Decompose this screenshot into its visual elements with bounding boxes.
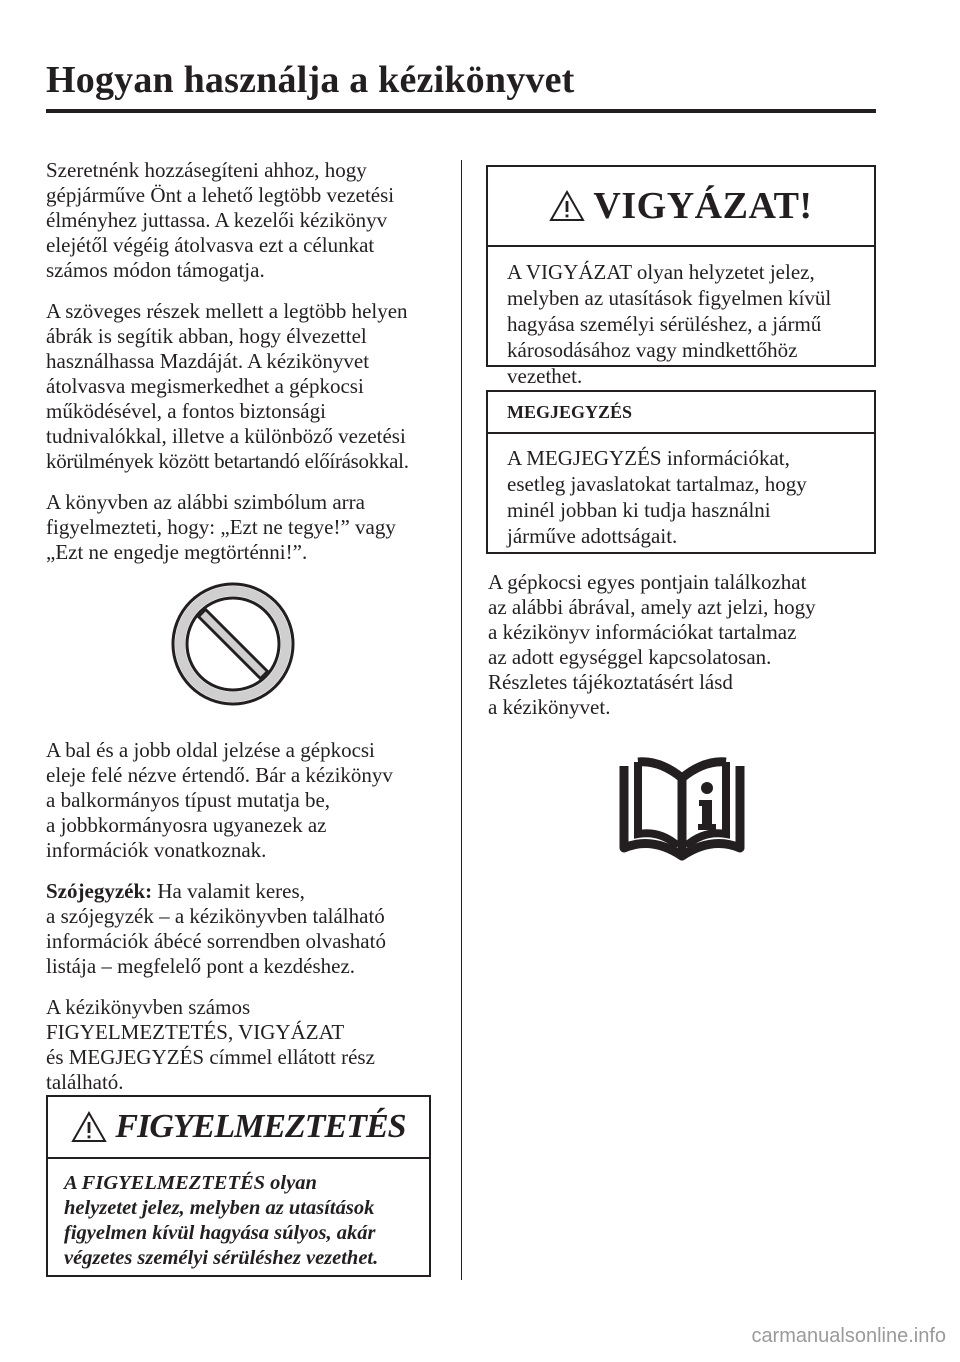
sections-paragraph <box>46 995 446 1095</box>
right-column <box>488 570 868 736</box>
text-line: található. <box>46 1070 124 1094</box>
warning-title: FIGYELMEZTETÉS <box>115 1108 406 1145</box>
text-fragment: Ha valamit keres, <box>152 879 305 903</box>
sides-paragraph <box>46 738 446 863</box>
caution-title: VIGYÁZAT! <box>593 185 813 227</box>
text-line: FIGYELMEZTETÉS, VIGYÁZAT <box>46 1020 345 1044</box>
warning-box <box>46 1095 431 1277</box>
text-line: működésével, a fontos biztonsági <box>46 399 326 423</box>
prohibited-symbol-icon <box>167 578 299 710</box>
text-line: A kézikönyvben számos <box>46 995 251 1019</box>
caution-body <box>488 247 874 389</box>
text-line: információk vonatkoznak. <box>46 838 267 862</box>
text-line: a kézikönyvet. <box>488 695 611 719</box>
text-line: az alábbi ábrával, amely azt jelzi, hogy <box>488 595 816 619</box>
text-line: körülmények között betartandó előírásokkal. <box>46 449 409 473</box>
text-line: A VIGYÁZAT olyan helyzetet jelez, <box>507 260 815 284</box>
text-line: átolvasva megismerkedhet a gépkocsi <box>46 374 364 398</box>
note-title: MEGJEGYZÉS <box>507 401 633 422</box>
text-line: járműve adottságait. <box>507 524 678 548</box>
text-line: melyben az utasítások figyelmen kívül <box>507 286 832 310</box>
text-line <box>46 879 446 904</box>
caution-box <box>486 165 876 388</box>
glossary-label: Szójegyzék: <box>46 879 153 903</box>
note-body <box>488 434 874 549</box>
text-line: A könyvben az alábbi szimbólum arra <box>46 490 365 514</box>
text-line: figyelmen kívül hagyása súlyos, akár <box>64 1222 376 1244</box>
text-line: ábrák is segítik abban, hogy élvezettel <box>46 324 367 348</box>
text-line: A szöveges részek mellett a legtöbb helyen <box>46 299 408 323</box>
text-line: élményhez juttassa. A kezelői kézikönyv <box>46 208 388 232</box>
text-line: a jobbkormányosra ugyanezek az <box>46 813 327 837</box>
text-line: a szójegyzék – a kézikönyvben található <box>46 904 385 928</box>
text-line: gépjárműve Önt a lehető legtöbb vezetési <box>46 183 395 207</box>
symbol-paragraph <box>46 490 446 565</box>
text-line: és MEGJEGYZÉS címmel ellátott rész <box>46 1045 375 1069</box>
text-line: „Ezt ne engedje megtörténni!”. <box>46 540 308 564</box>
text-line: a balkormányos típust mutatja be, <box>46 788 331 812</box>
text-line: az adott egységgel kapcsolatosan. <box>488 645 772 669</box>
warning-body <box>48 1159 429 1271</box>
text-line: A bal és a jobb oldal jelzése a gépkocsi <box>46 738 375 762</box>
text-line: A MEGJEGYZÉS információkat, <box>507 446 790 470</box>
text-line: károsodásához vagy mindkettőhöz <box>507 338 798 362</box>
text-line: esetleg javaslatokat tartalmaz, hogy <box>507 472 807 496</box>
text-line: Részletes tájékoztatásért lásd <box>488 670 733 694</box>
owners-manual-info-icon <box>612 756 752 862</box>
note-box-header <box>488 392 874 434</box>
text-line: használhassa Mazdáját. A kézikönyvet <box>46 349 370 373</box>
note-box <box>486 390 876 554</box>
warning-box-header <box>48 1097 429 1159</box>
text-line: eleje felé nézve értendő. Bár a kézikönyv <box>46 763 393 787</box>
left-column-lower <box>46 738 446 1111</box>
text-line: számos módon támogatja. <box>46 258 265 282</box>
manual-symbol-paragraph <box>488 570 868 720</box>
text-line: a kézikönyv információkat tartalmaz <box>488 620 797 644</box>
text-line: minél jobban ki tudja használni <box>507 498 771 522</box>
text-line: elejétől végéig átolvasva ezt a célunkat <box>46 233 375 257</box>
text-line: listája – megfelelő pont a kezdéshez. <box>46 954 356 978</box>
left-column <box>46 158 446 581</box>
page-title: Hogyan használja a kézikönyvet <box>46 59 575 101</box>
intro-paragraph <box>46 158 446 283</box>
text-line: végzetes személyi sérüléshez vezethet. <box>64 1247 379 1269</box>
text-line: helyzetet jelez, melyben az utasítások <box>64 1197 375 1219</box>
text-line: hagyása személyi sérüléshez, a jármű <box>507 312 822 336</box>
title-rule <box>46 109 876 113</box>
glossary-paragraph <box>46 879 446 979</box>
text-line: Szeretnénk hozzásegíteni ahhoz, hogy <box>46 158 367 182</box>
warning-triangle-icon <box>549 190 585 222</box>
text-line: információk ábécé sorrendben olvasható <box>46 929 386 953</box>
text-line: A gépkocsi egyes pontjain találkozhat <box>488 570 807 594</box>
column-divider <box>461 160 462 1280</box>
warning-triangle-icon <box>71 1111 107 1143</box>
text-line: vezethet. <box>507 364 583 388</box>
text-line: tudnivalókkal, illetve a különböző vezetési <box>46 424 406 448</box>
illustrations-paragraph <box>46 299 446 474</box>
text-line: A FIGYELMEZTETÉS olyan <box>64 1172 317 1194</box>
footer-watermark: carmanualsonline.info <box>751 1325 946 1347</box>
caution-box-header <box>488 167 874 247</box>
text-line: figyelmezteti, hogy: „Ezt ne tegye!” vagy <box>46 515 396 539</box>
